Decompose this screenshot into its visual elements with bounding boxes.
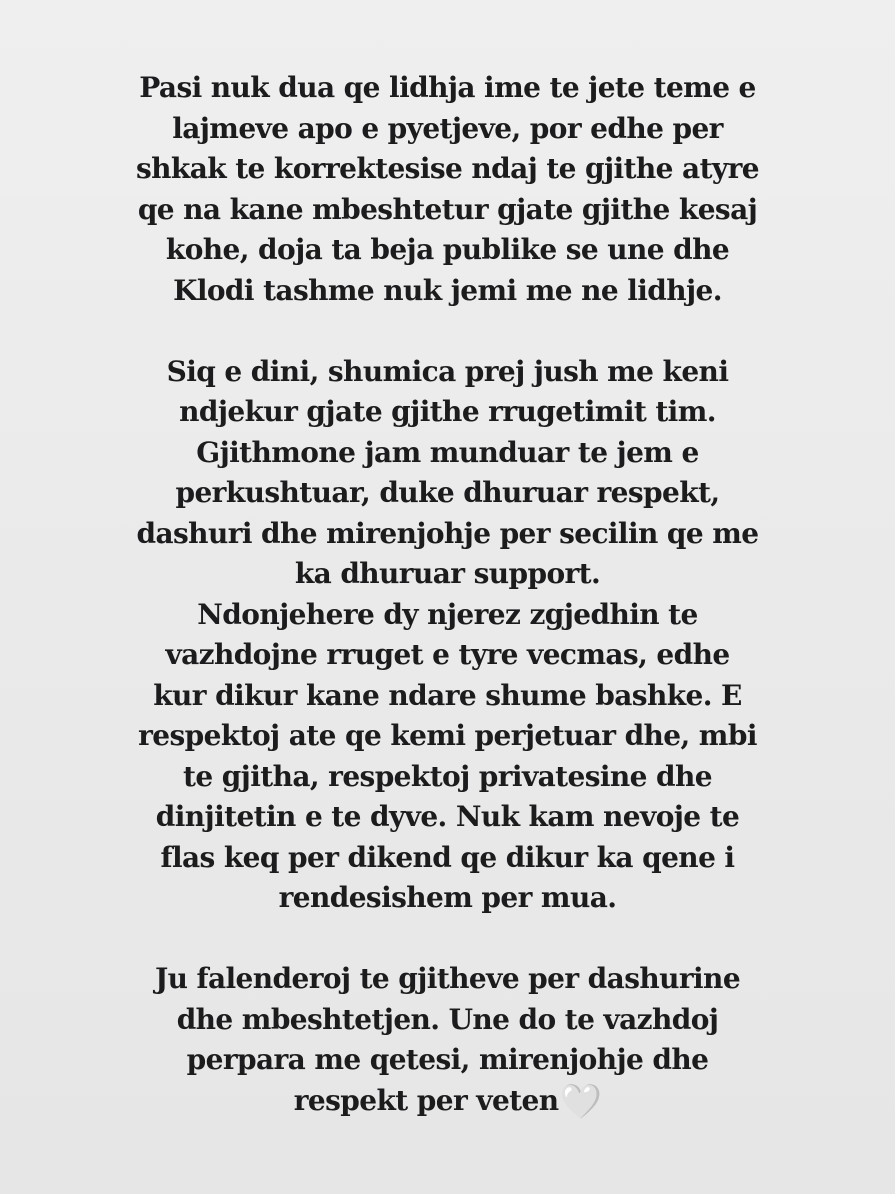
text-line: flas keq per dikend qe dikur ka qene i	[160, 840, 735, 874]
paragraph-2	[40, 352, 855, 919]
text-line: vazhdojne rruget e tyre vecmas, edhe	[165, 638, 730, 671]
text-line: dhe mbeshtetjen. Une do te vazhdoj	[176, 1002, 719, 1036]
text-line: Siq e dini, shumica prej jush me keni	[166, 354, 729, 388]
text-line: Gjithmone jam munduar te jem e	[196, 435, 699, 469]
text-line: respekt per veten	[293, 1083, 559, 1117]
closing-line	[40, 1081, 855, 1122]
text-line: perkushtuar, duke dhuruar respekt,	[175, 476, 720, 509]
text-line: Ju falenderoj te gjitheve per dashurine	[154, 962, 741, 995]
text-line: kohe, doja ta beja publike se une dhe	[165, 233, 730, 266]
paragraph-spacer	[40, 311, 855, 352]
text-line: shkak te korrektesise ndaj te gjithe atyre	[136, 152, 759, 185]
text-line: lajmeve apo e pyetjeve, por edhe per	[172, 111, 723, 145]
text-line: kur dikur kane ndare shume bashke. E	[153, 678, 742, 712]
paragraph-3	[40, 959, 855, 1121]
text-line: rendesishem per mua.	[278, 881, 617, 914]
text-line: te gjitha, respektoj privatesine dhe	[183, 759, 712, 793]
text-line: perpara me qetesi, mirenjohje dhe	[186, 1043, 709, 1076]
white-heart-icon: 🤍	[559, 1081, 602, 1122]
text-line: qe na kane mbeshtetur gjate gjithe kesaj	[137, 192, 758, 226]
text-line: Pasi nuk dua qe lidhja ime te jete teme e	[139, 71, 756, 104]
text-line: Klodi tashme nuk jemi me ne lidhje.	[173, 273, 722, 307]
story-text	[40, 68, 855, 1121]
text-line: dinjitetin e te dyve. Nuk kam nevoje te	[155, 800, 740, 833]
text-line: ndjekur gjate gjithe rrugetimit tim.	[179, 395, 716, 428]
paragraph-spacer	[40, 919, 855, 960]
paragraph-1	[40, 68, 855, 311]
text-line: Ndonjehere dy njerez zgjedhin te	[197, 597, 698, 631]
text-line: respektoj ate qe kemi perjetuar dhe, mbi	[138, 719, 757, 752]
text-line: ka dhuruar support.	[294, 557, 601, 590]
text-line: dashuri dhe mirenjohje per secilin qe me	[136, 516, 759, 550]
